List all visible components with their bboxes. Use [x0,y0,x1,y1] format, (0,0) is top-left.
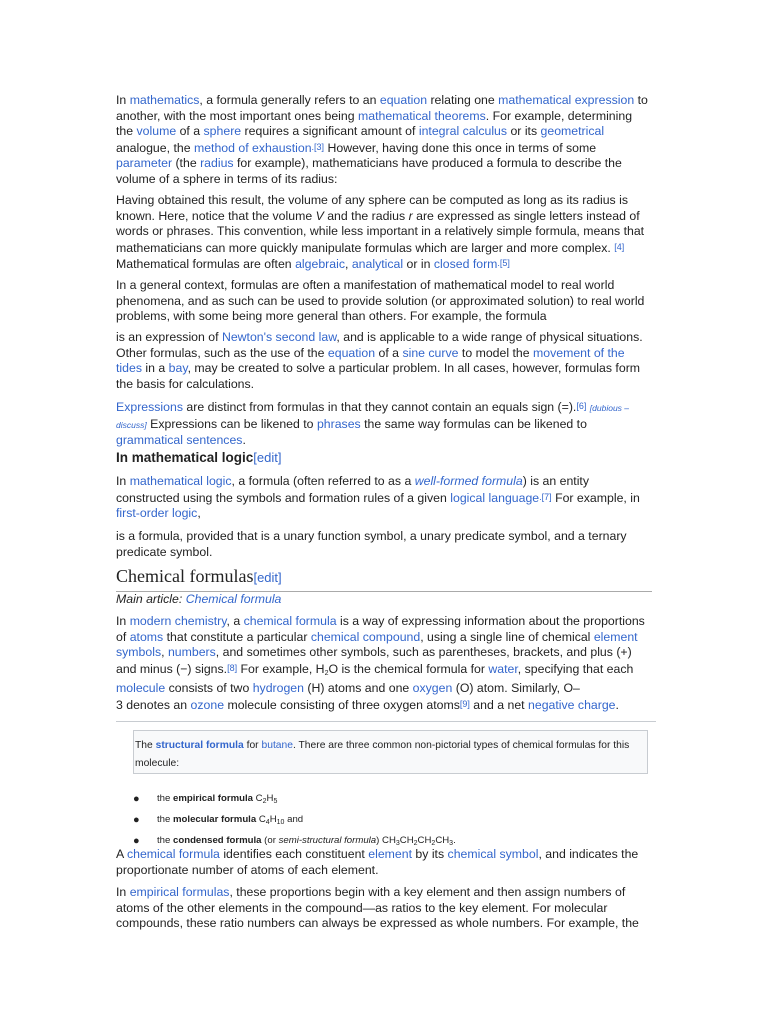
heading-logic-title: In mathematical logic [116,450,254,465]
logic-paragraph: In mathematical logic, a formula (often referred to as a well-formed formula) is an entity constructed using the symbols and formation rules of a given logical language$^{.[7]}$ For example, in first-order logic, [116,474,640,521]
link-element-symbols[interactable]: element symbols [116,629,638,660]
predicate-paragraph: is a formula, provided that is a unary function symbol, a unary predicate symbol, and a ternary predicate symbol. [116,529,627,559]
link-equation-2[interactable]: equation [327,345,376,360]
link-modern-chemistry[interactable]: modern chemistry [129,614,227,628]
link-first-order-logic[interactable]: first-order logic [116,506,198,521]
bullet-icon: ● [133,814,140,826]
link-newtons-second-law[interactable]: Newton's second law [221,330,337,344]
link-butane[interactable]: butane [261,740,293,751]
constituent-paragraph: A chemical formula identifies each constituent element by its chemical symbol, and indicates the proportionate number of atoms of each element. [116,847,639,877]
link-water[interactable]: water [488,661,518,676]
link-phrases[interactable]: phrases [316,416,361,431]
link-chemical-formula-2[interactable]: chemical formula [126,847,220,861]
link-integral-calculus[interactable]: integral calculus [418,124,508,139]
link-chemical-compound[interactable]: chemical compound [310,629,421,644]
list-item-condensed: ● the condensed formula (or semi-structural formula) $CH_3CH_2CH_2CH_3$. [116,832,656,853]
link-volume[interactable]: volume [136,124,177,139]
edit-chemical-link[interactable]: [edit] [253,570,282,585]
edit-logic-link[interactable]: [edit] [253,450,282,465]
citation-6[interactable]: [6] [576,401,587,411]
context-paragraph: In a general context, formulas are often a manifestation of mathematical model to real world phenomena, and as such can be used to provide solution (or approximated solution) to real world problems, with some being more general than others. For example, the formula [116,278,645,324]
link-analytical[interactable]: analytical [351,257,404,272]
link-method-of-exhaustion[interactable]: method of exhaustion [193,140,312,155]
expressions-paragraph: Expressions are distinct from formulas in that they cannot contain an equals sign (=).[6] [dubious – discuss] Expressions can be likened to phrases the same way formulas can be likened to grammatical sentences. [116,400,630,448]
dubious-discuss-tag[interactable]: [dubious – discuss] [116,403,630,430]
section-heading-chemical [116,564,652,592]
list-item-empirical: ● the empirical formula $C_2H_5$ [116,790,656,811]
citation-5[interactable]: .[5] [497,258,510,269]
link-chemical-symbol[interactable]: chemical symbol [447,847,539,861]
link-expressions[interactable]: Expressions [116,400,183,414]
link-empirical-formulas[interactable]: empirical formulas [129,885,230,899]
image-separator [116,721,656,722]
volume-paragraph: Having obtained this result, the volume of any sphere can be computed as long as its radius is known. Here, notice that the volume V and the radius r are expressed as single letters instead of words or phrases. This convention, while less important in a relatively simple formula, means that mathematicians can more quickly manipulate formulas which are larger and more complex. [4] Mathematical formulas are often algebraic, analytical or in closed form$^{.[5]}$ [116,193,645,272]
butane-figure-caption: The structural formula for butane. There are three common non-pictorial types of chemical formulas for this molecule: [133,730,648,774]
link-grammatical-sentences[interactable]: grammatical sentences [116,433,243,448]
link-structural-formula[interactable]: structural formula [155,740,244,751]
citation-8[interactable]: [8] [227,662,238,673]
link-mathematical-theorems[interactable]: mathematical theorems [357,108,486,123]
link-closed-form[interactable]: closed form [433,257,498,272]
citation-3[interactable]: .[3] [311,141,325,152]
link-oxygen[interactable]: oxygen [412,681,453,696]
link-geometrical[interactable]: geometrical [540,124,605,139]
link-equation[interactable]: equation [379,93,428,107]
chemistry-paragraph: In modern chemistry, a chemical formula is a way of expressing information about the proportions of atoms that constitute a particular chemical compound, using a single line of chemical element symbols, numbers, and sometimes other symbols, such as parentheses, brackets, and plus (+) and minus (−) signs.[8] For example, $H_2O$ is the chemical formula for water, specifying that each molecule consists of two hydrogen (H) atoms and one oxygen (O) atom. Similarly, O– 3 denotes an ozone molecule consisting of three oxygen atoms[9] and a net negative charge. [116,614,645,712]
link-hydrogen[interactable]: hydrogen [252,681,304,696]
link-numbers[interactable]: numbers [167,645,216,660]
formula-types-list [116,790,656,853]
intro-paragraph: In mathematics, a formula generally refers to an equation relating one mathematical expression to another, with the most important ones being mathematical theorems. For example, determining the volume of a sphere requires a significant amount of integral calculus or its geometrical analogue, the method of exhaustion$^{.[3]}$ However, having done this once in terms of some parameter (the radius for example), mathematicians have produced a formula to describe the volume of a sphere in terms of its radius: [116,93,648,186]
heading-chemical-title: Chemical formulas [116,566,254,586]
link-movement-of-the-tides[interactable]: movement of the tides [116,345,625,376]
citation-7[interactable]: .[7] [539,491,552,502]
link-mathematics[interactable]: mathematics [129,93,200,107]
main-article-hatnote: Main article: Chemical formula [116,592,282,606]
link-well-formed-formula[interactable]: well-formed formula [414,474,523,488]
link-main-article-chemical-formula[interactable]: Chemical formula [185,592,282,606]
empirical-paragraph: In empirical formulas, these proportions begin with a key element and then assign numbers of atoms of the other elements in the compound—as ratios to the key element. For molecular compounds, these ratio numbers can always be expressed as whole numbers. For example, the [116,885,639,931]
link-algebraic[interactable]: algebraic [295,257,345,272]
citation-9[interactable]: [9] [459,698,470,709]
link-ozone[interactable]: ozone [190,697,225,712]
link-chemical-formula[interactable]: chemical formula [243,614,337,628]
link-bay[interactable]: bay [168,361,188,376]
link-mathematical-logic[interactable]: mathematical logic [129,474,232,488]
link-atoms[interactable]: atoms [129,629,164,644]
link-sphere[interactable]: sphere [203,124,242,139]
section-heading-logic [116,450,648,467]
link-radius[interactable]: radius [200,156,234,171]
bullet-icon: ● [133,835,140,847]
bullet-icon: ● [133,793,140,805]
link-sine-curve[interactable]: sine curve [402,345,459,360]
link-mathematical-expression[interactable]: mathematical expression [498,93,635,107]
link-negative-charge[interactable]: negative charge [528,697,616,712]
link-logical-language[interactable]: logical language [450,490,540,505]
list-item-molecular: ● the molecular formula $C_4H_{10}$ and [116,811,656,832]
newton-paragraph: is an expression of Newton's second law, and is applicable to a wide range of physical situations. Other formulas, such as the use of the equation of a sine curve to model the movement of the tides in a bay, may be created to solve a particular problem. In all cases, however, formulas form the basis for calculations. [116,330,643,391]
link-molecule[interactable]: molecule [116,681,166,696]
citation-4[interactable]: [4] [614,241,625,252]
link-parameter[interactable]: parameter [116,156,173,171]
link-element[interactable]: element [368,847,412,861]
